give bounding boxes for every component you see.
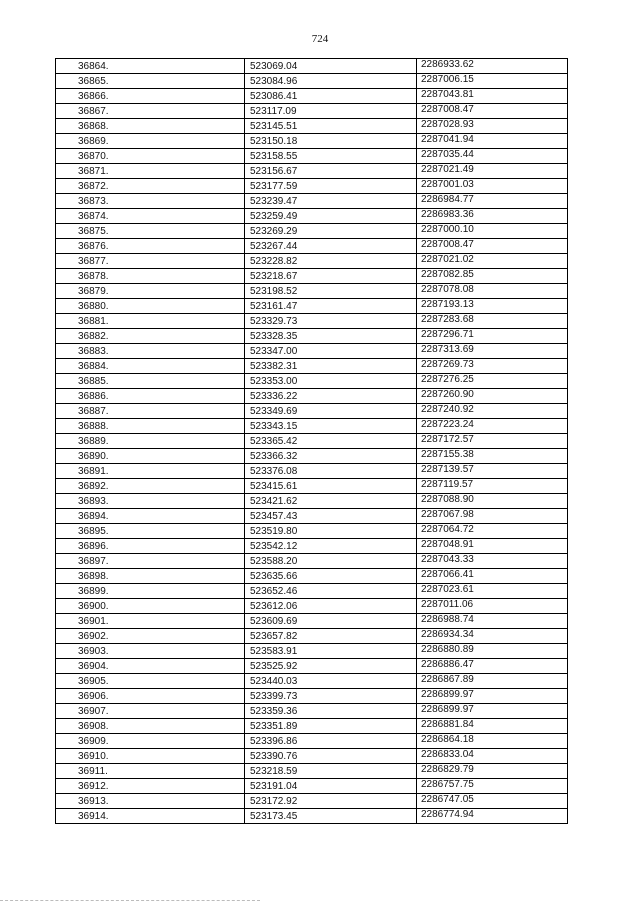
table-row bbox=[56, 449, 568, 464]
x-coordinate-cell: 523583.91 bbox=[245, 644, 417, 659]
y-coordinate-cell: 2286899.97 bbox=[417, 689, 568, 704]
x-coordinate-cell: 523084.96 bbox=[245, 74, 417, 89]
x-coordinate-cell: 523519.80 bbox=[245, 524, 417, 539]
y-coordinate-cell: 2286833.04 bbox=[417, 749, 568, 764]
y-coordinate-cell: 2286983.36 bbox=[417, 209, 568, 224]
y-coordinate-cell: 2286747.05 bbox=[417, 794, 568, 809]
x-coordinate-cell: 523328.35 bbox=[245, 329, 417, 344]
y-coordinate-cell: 2287028.93 bbox=[417, 119, 568, 134]
table-row bbox=[56, 479, 568, 494]
table-row bbox=[56, 74, 568, 89]
y-coordinate-cell: 2286984.77 bbox=[417, 194, 568, 209]
y-coordinate-cell: 2287240.92 bbox=[417, 404, 568, 419]
y-coordinate-cell: 2287035.44 bbox=[417, 149, 568, 164]
point-number-cell: 36907. bbox=[56, 704, 245, 719]
table-row bbox=[56, 404, 568, 419]
x-coordinate-cell: 523198.52 bbox=[245, 284, 417, 299]
y-coordinate-cell: 2287023.61 bbox=[417, 584, 568, 599]
page-number: 724 bbox=[311, 33, 329, 45]
point-number-cell: 36910. bbox=[56, 749, 245, 764]
x-coordinate-cell: 523382.31 bbox=[245, 359, 417, 374]
point-number-cell: 36873. bbox=[56, 194, 245, 209]
y-coordinate-cell: 2286934.34 bbox=[417, 629, 568, 644]
x-coordinate-cell: 523336.22 bbox=[245, 389, 417, 404]
point-number-cell: 36896. bbox=[56, 539, 245, 554]
point-number-cell: 36887. bbox=[56, 404, 245, 419]
point-number-cell: 36865. bbox=[56, 74, 245, 89]
y-coordinate-cell: 2287088.90 bbox=[417, 494, 568, 509]
y-coordinate-cell: 2287008.47 bbox=[417, 104, 568, 119]
table-row bbox=[56, 239, 568, 254]
x-coordinate-cell: 523228.82 bbox=[245, 254, 417, 269]
table-row bbox=[56, 284, 568, 299]
y-coordinate-cell: 2287041.94 bbox=[417, 134, 568, 149]
table-row bbox=[56, 734, 568, 749]
x-coordinate-cell: 523158.55 bbox=[245, 149, 417, 164]
x-coordinate-cell: 523525.92 bbox=[245, 659, 417, 674]
table-row bbox=[56, 794, 568, 809]
point-number-cell: 36866. bbox=[56, 89, 245, 104]
y-coordinate-cell: 2286886.47 bbox=[417, 659, 568, 674]
x-coordinate-cell: 523191.04 bbox=[245, 779, 417, 794]
table-row bbox=[56, 509, 568, 524]
point-number-cell: 36869. bbox=[56, 134, 245, 149]
y-coordinate-cell: 2287067.98 bbox=[417, 509, 568, 524]
point-number-cell: 36875. bbox=[56, 224, 245, 239]
table-row bbox=[56, 644, 568, 659]
point-number-cell: 36900. bbox=[56, 599, 245, 614]
y-coordinate-cell: 2287043.33 bbox=[417, 554, 568, 569]
y-coordinate-cell: 2286864.18 bbox=[417, 734, 568, 749]
point-number-cell: 36892. bbox=[56, 479, 245, 494]
point-number-cell: 36902. bbox=[56, 629, 245, 644]
table-row bbox=[56, 539, 568, 554]
table-row bbox=[56, 599, 568, 614]
y-coordinate-cell: 2286757.75 bbox=[417, 779, 568, 794]
x-coordinate-cell: 523457.43 bbox=[245, 509, 417, 524]
point-number-cell: 36879. bbox=[56, 284, 245, 299]
point-number-cell: 36911. bbox=[56, 764, 245, 779]
point-number-cell: 36867. bbox=[56, 104, 245, 119]
x-coordinate-cell: 523396.86 bbox=[245, 734, 417, 749]
y-coordinate-cell: 2287223.24 bbox=[417, 419, 568, 434]
x-coordinate-cell: 523349.69 bbox=[245, 404, 417, 419]
point-number-cell: 36882. bbox=[56, 329, 245, 344]
y-coordinate-cell: 2286880.89 bbox=[417, 644, 568, 659]
x-coordinate-cell: 523440.03 bbox=[245, 674, 417, 689]
y-coordinate-cell: 2287066.41 bbox=[417, 569, 568, 584]
table-row bbox=[56, 104, 568, 119]
table-row bbox=[56, 89, 568, 104]
x-coordinate-cell: 523635.66 bbox=[245, 569, 417, 584]
x-coordinate-cell: 523150.18 bbox=[245, 134, 417, 149]
table-row bbox=[56, 179, 568, 194]
table-row bbox=[56, 119, 568, 134]
x-coordinate-cell: 523588.20 bbox=[245, 554, 417, 569]
y-coordinate-cell: 2286899.97 bbox=[417, 704, 568, 719]
table-row bbox=[56, 149, 568, 164]
point-number-cell: 36864. bbox=[56, 59, 245, 74]
point-number-cell: 36904. bbox=[56, 659, 245, 674]
y-coordinate-cell: 2287078.08 bbox=[417, 284, 568, 299]
point-number-cell: 36877. bbox=[56, 254, 245, 269]
point-number-cell: 36912. bbox=[56, 779, 245, 794]
y-coordinate-cell: 2286988.74 bbox=[417, 614, 568, 629]
point-number-cell: 36889. bbox=[56, 434, 245, 449]
x-coordinate-cell: 523161.47 bbox=[245, 299, 417, 314]
y-coordinate-cell: 2287139.57 bbox=[417, 464, 568, 479]
point-number-cell: 36885. bbox=[56, 374, 245, 389]
table-row bbox=[56, 554, 568, 569]
point-number-cell: 36883. bbox=[56, 344, 245, 359]
point-number-cell: 36874. bbox=[56, 209, 245, 224]
y-coordinate-cell: 2286933.62 bbox=[417, 59, 568, 74]
table-row bbox=[56, 389, 568, 404]
table-row bbox=[56, 524, 568, 539]
table-row bbox=[56, 569, 568, 584]
y-coordinate-cell: 2287313.69 bbox=[417, 344, 568, 359]
table-row bbox=[56, 434, 568, 449]
table-row bbox=[56, 194, 568, 209]
y-coordinate-cell: 2287276.25 bbox=[417, 374, 568, 389]
table-row bbox=[56, 464, 568, 479]
point-number-cell: 36913. bbox=[56, 794, 245, 809]
table-row bbox=[56, 254, 568, 269]
x-coordinate-cell: 523218.59 bbox=[245, 764, 417, 779]
table-row bbox=[56, 494, 568, 509]
table-row bbox=[56, 59, 568, 74]
y-coordinate-cell: 2287043.81 bbox=[417, 89, 568, 104]
x-coordinate-cell: 523366.32 bbox=[245, 449, 417, 464]
point-number-cell: 36894. bbox=[56, 509, 245, 524]
table-row bbox=[56, 359, 568, 374]
coordinates-table-body bbox=[56, 59, 568, 824]
point-number-cell: 36890. bbox=[56, 449, 245, 464]
y-coordinate-cell: 2287001.03 bbox=[417, 179, 568, 194]
point-number-cell: 36906. bbox=[56, 689, 245, 704]
point-number-cell: 36876. bbox=[56, 239, 245, 254]
x-coordinate-cell: 523173.45 bbox=[245, 809, 417, 824]
point-number-cell: 36880. bbox=[56, 299, 245, 314]
table-row bbox=[56, 749, 568, 764]
x-coordinate-cell: 523086.41 bbox=[245, 89, 417, 104]
y-coordinate-cell: 2287021.49 bbox=[417, 164, 568, 179]
point-number-cell: 36908. bbox=[56, 719, 245, 734]
x-coordinate-cell: 523359.36 bbox=[245, 704, 417, 719]
x-coordinate-cell: 523269.29 bbox=[245, 224, 417, 239]
y-coordinate-cell: 2286774.94 bbox=[417, 809, 568, 824]
point-number-cell: 36899. bbox=[56, 584, 245, 599]
x-coordinate-cell: 523177.59 bbox=[245, 179, 417, 194]
y-coordinate-cell: 2287011.06 bbox=[417, 599, 568, 614]
point-number-cell: 36905. bbox=[56, 674, 245, 689]
table-row bbox=[56, 659, 568, 674]
x-coordinate-cell: 523376.08 bbox=[245, 464, 417, 479]
x-coordinate-cell: 523267.44 bbox=[245, 239, 417, 254]
footer-rule bbox=[0, 900, 260, 902]
y-coordinate-cell: 2287155.38 bbox=[417, 449, 568, 464]
point-number-cell: 36909. bbox=[56, 734, 245, 749]
table-row bbox=[56, 209, 568, 224]
x-coordinate-cell: 523239.47 bbox=[245, 194, 417, 209]
table-row bbox=[56, 584, 568, 599]
x-coordinate-cell: 523343.15 bbox=[245, 419, 417, 434]
x-coordinate-cell: 523329.73 bbox=[245, 314, 417, 329]
point-number-cell: 36901. bbox=[56, 614, 245, 629]
x-coordinate-cell: 523351.89 bbox=[245, 719, 417, 734]
x-coordinate-cell: 523117.09 bbox=[245, 104, 417, 119]
table-row bbox=[56, 164, 568, 179]
table-row bbox=[56, 704, 568, 719]
table-row bbox=[56, 134, 568, 149]
x-coordinate-cell: 523652.46 bbox=[245, 584, 417, 599]
x-coordinate-cell: 523390.76 bbox=[245, 749, 417, 764]
point-number-cell: 36903. bbox=[56, 644, 245, 659]
x-coordinate-cell: 523172.92 bbox=[245, 794, 417, 809]
y-coordinate-cell: 2287193.13 bbox=[417, 299, 568, 314]
point-number-cell: 36868. bbox=[56, 119, 245, 134]
table-row bbox=[56, 809, 568, 824]
x-coordinate-cell: 523609.69 bbox=[245, 614, 417, 629]
table-row bbox=[56, 689, 568, 704]
x-coordinate-cell: 523612.06 bbox=[245, 599, 417, 614]
table-row bbox=[56, 374, 568, 389]
table-row bbox=[56, 614, 568, 629]
y-coordinate-cell: 2287296.71 bbox=[417, 329, 568, 344]
y-coordinate-cell: 2287048.91 bbox=[417, 539, 568, 554]
table-row bbox=[56, 329, 568, 344]
y-coordinate-cell: 2287269.73 bbox=[417, 359, 568, 374]
point-number-cell: 36886. bbox=[56, 389, 245, 404]
x-coordinate-cell: 523542.12 bbox=[245, 539, 417, 554]
point-number-cell: 36895. bbox=[56, 524, 245, 539]
x-coordinate-cell: 523145.51 bbox=[245, 119, 417, 134]
y-coordinate-cell: 2287283.68 bbox=[417, 314, 568, 329]
point-number-cell: 36893. bbox=[56, 494, 245, 509]
table-row bbox=[56, 629, 568, 644]
y-coordinate-cell: 2286867.89 bbox=[417, 674, 568, 689]
y-coordinate-cell: 2287000.10 bbox=[417, 224, 568, 239]
point-number-cell: 36888. bbox=[56, 419, 245, 434]
table-row bbox=[56, 674, 568, 689]
table-row bbox=[56, 779, 568, 794]
y-coordinate-cell: 2287006.15 bbox=[417, 74, 568, 89]
table-row bbox=[56, 299, 568, 314]
y-coordinate-cell: 2287260.90 bbox=[417, 389, 568, 404]
point-number-cell: 36881. bbox=[56, 314, 245, 329]
point-number-cell: 36878. bbox=[56, 269, 245, 284]
point-number-cell: 36870. bbox=[56, 149, 245, 164]
x-coordinate-cell: 523399.73 bbox=[245, 689, 417, 704]
point-number-cell: 36884. bbox=[56, 359, 245, 374]
table-row bbox=[56, 314, 568, 329]
point-number-cell: 36872. bbox=[56, 179, 245, 194]
x-coordinate-cell: 523365.42 bbox=[245, 434, 417, 449]
table-row bbox=[56, 764, 568, 779]
y-coordinate-cell: 2287119.57 bbox=[417, 479, 568, 494]
x-coordinate-cell: 523259.49 bbox=[245, 209, 417, 224]
table-row bbox=[56, 269, 568, 284]
x-coordinate-cell: 523069.04 bbox=[245, 59, 417, 74]
table-row bbox=[56, 419, 568, 434]
x-coordinate-cell: 523156.67 bbox=[245, 164, 417, 179]
point-number-cell: 36871. bbox=[56, 164, 245, 179]
y-coordinate-cell: 2286829.79 bbox=[417, 764, 568, 779]
y-coordinate-cell: 2287008.47 bbox=[417, 239, 568, 254]
y-coordinate-cell: 2286881.84 bbox=[417, 719, 568, 734]
table-row bbox=[56, 719, 568, 734]
coordinates-table bbox=[55, 58, 568, 824]
x-coordinate-cell: 523415.61 bbox=[245, 479, 417, 494]
point-number-cell: 36898. bbox=[56, 569, 245, 584]
x-coordinate-cell: 523218.67 bbox=[245, 269, 417, 284]
y-coordinate-cell: 2287064.72 bbox=[417, 524, 568, 539]
point-number-cell: 36914. bbox=[56, 809, 245, 824]
table-row bbox=[56, 344, 568, 359]
point-number-cell: 36897. bbox=[56, 554, 245, 569]
point-number-cell: 36891. bbox=[56, 464, 245, 479]
x-coordinate-cell: 523421.62 bbox=[245, 494, 417, 509]
x-coordinate-cell: 523657.82 bbox=[245, 629, 417, 644]
x-coordinate-cell: 523353.00 bbox=[245, 374, 417, 389]
x-coordinate-cell: 523347.00 bbox=[245, 344, 417, 359]
table-row bbox=[56, 224, 568, 239]
y-coordinate-cell: 2287021.02 bbox=[417, 254, 568, 269]
y-coordinate-cell: 2287172.57 bbox=[417, 434, 568, 449]
y-coordinate-cell: 2287082.85 bbox=[417, 269, 568, 284]
